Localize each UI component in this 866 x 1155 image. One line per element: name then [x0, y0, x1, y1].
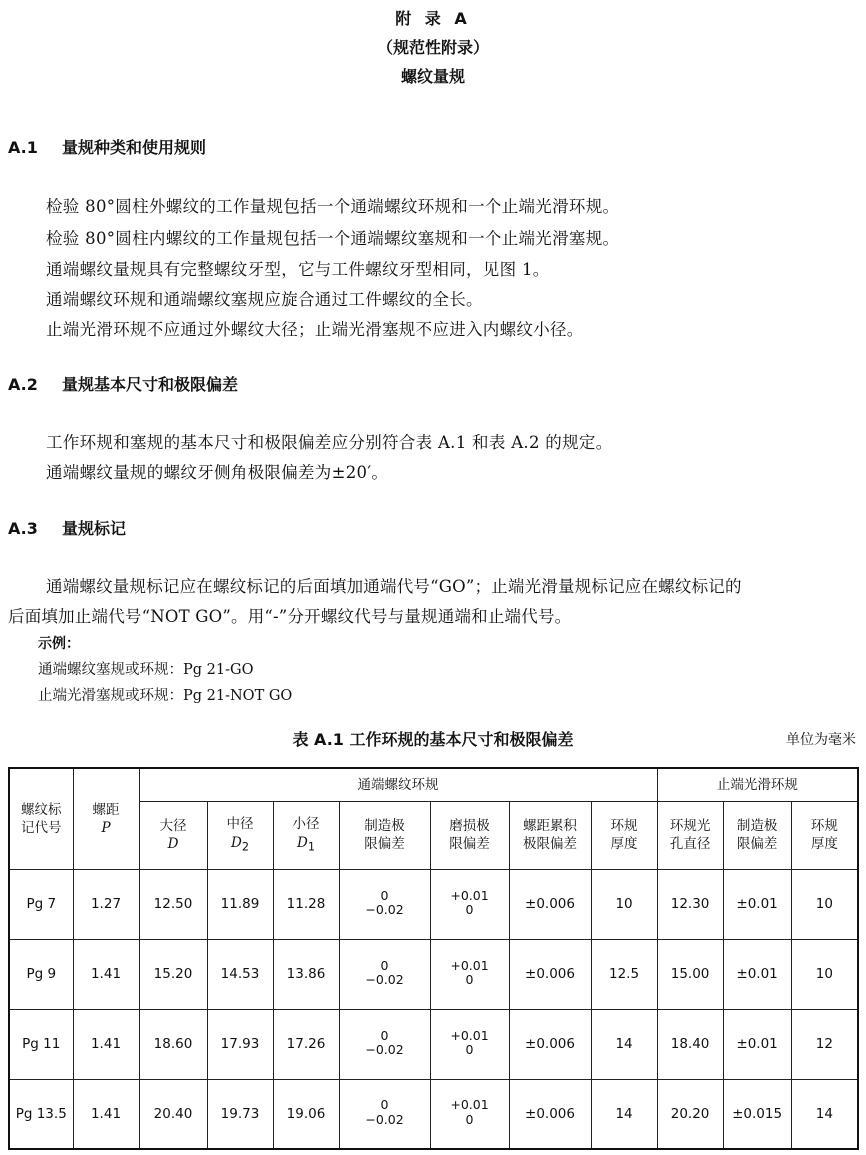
- header-pitch: 螺距 P: [73, 768, 139, 869]
- cell-pitch: 1.41: [73, 939, 139, 1009]
- header-go-ring-gauge: 通端螺纹环规: [139, 768, 657, 801]
- cell-cum: ±0.006: [509, 939, 591, 1009]
- table-caption: 表 A.1 工作环规的基本尺寸和极限偏差: [292, 730, 574, 749]
- header-cumulative-pitch-deviation: 螺距累积 极限偏差: [509, 801, 591, 869]
- cell-thick2: 14: [791, 1079, 858, 1149]
- header-minor-diameter: 小径 $D_1$: [273, 801, 339, 869]
- cell-mfg-deviation: 0 −0.02: [339, 869, 430, 939]
- table-row: [9, 1079, 858, 1149]
- paragraph: 工作环规和塞规的基本尺寸和极限偏差应分别符合表 A.1 和表 A.2 的规定。: [46, 433, 613, 452]
- cell-code: Pg 13.5: [9, 1079, 73, 1149]
- cell-code: Pg 11: [9, 1009, 73, 1079]
- header-nogo-ring-gauge: 止端光滑环规: [657, 768, 858, 801]
- cell-thick: 10: [591, 869, 657, 939]
- cell-mfg2: ±0.01: [723, 939, 791, 1009]
- cell-thick: 12.5: [591, 939, 657, 1009]
- cell-d2: 17.93: [207, 1009, 273, 1079]
- cell-d: 18.60: [139, 1009, 207, 1079]
- header-hole-diameter: 环规光 孔直径: [657, 801, 723, 869]
- header-thread-code: 螺纹标 记代号: [9, 768, 73, 869]
- header-wear-deviation: 磨损极 限偏差: [430, 801, 509, 869]
- cell-mfg2: ±0.01: [723, 869, 791, 939]
- cell-thick2: 10: [791, 939, 858, 1009]
- example-line: 止端光滑塞规或环规：Pg 21-NOT GO: [38, 688, 293, 704]
- paragraph: 通端螺纹环规和通端螺纹塞规应旋合通过工件螺纹的全长。: [46, 290, 483, 309]
- appendix-subtitle: （规范性附录）: [376, 38, 489, 57]
- example-line: 通端螺纹塞规或环规：Pg 21-GO: [38, 662, 254, 678]
- cell-d2: 14.53: [207, 939, 273, 1009]
- cell-d2: 11.89: [207, 869, 273, 939]
- paragraph: 通端螺纹量规的螺纹牙侧角极限偏差为±20′。: [46, 463, 389, 482]
- section-number: A.2: [8, 375, 38, 394]
- cell-wear-deviation: +0.01 0: [430, 869, 509, 939]
- section-number: A.1: [8, 138, 38, 157]
- cell-d1: 19.06: [273, 1079, 339, 1149]
- cell-cum: ±0.006: [509, 869, 591, 939]
- cell-pitch: 1.41: [73, 1009, 139, 1079]
- cell-thick2: 10: [791, 869, 858, 939]
- cell-mfg-deviation: 0 −0.02: [339, 1079, 430, 1149]
- cell-hole: 12.30: [657, 869, 723, 939]
- cell-d1: 11.28: [273, 869, 339, 939]
- section-title: 量规标记: [62, 519, 127, 538]
- cell-hole: 18.40: [657, 1009, 723, 1079]
- header-pitch-diameter: 中径 $D_2$: [207, 801, 273, 869]
- cell-wear-deviation: +0.01 0: [430, 1009, 509, 1079]
- table-unit: 单位为毫米: [786, 732, 856, 748]
- paragraph-continued: 后面填加止端代号“NOT GO”。用“-”分开螺纹代号与量规通端和止端代号。: [8, 607, 572, 626]
- cell-thick2: 12: [791, 1009, 858, 1079]
- table-row: [9, 1009, 858, 1079]
- cell-thick: 14: [591, 1009, 657, 1079]
- cell-wear-deviation: +0.01 0: [430, 939, 509, 1009]
- section-a1-heading: [8, 135, 206, 158]
- table-row: [9, 939, 858, 1009]
- cell-cum: ±0.006: [509, 1009, 591, 1079]
- section-a2-heading: [8, 372, 238, 395]
- section-title: 量规基本尺寸和极限偏差: [62, 375, 239, 394]
- header-mfg-deviation: 制造极 限偏差: [339, 801, 430, 869]
- example-label: 示例：: [38, 636, 80, 652]
- table-row: [9, 869, 858, 939]
- paragraph: 通端螺纹量规标记应在螺纹标记的后面填加通端代号“GO”；止端光滑量规标记应在螺纹标记的: [46, 577, 742, 596]
- section-number: A.3: [8, 519, 38, 538]
- header-mfg-deviation-nogo: 制造极 限偏差: [723, 801, 791, 869]
- cell-d: 12.50: [139, 869, 207, 939]
- cell-thick: 14: [591, 1079, 657, 1149]
- cell-mfg-deviation: 0 −0.02: [339, 939, 430, 1009]
- header-ring-thickness: 环规 厚度: [591, 801, 657, 869]
- cell-wear-deviation: +0.01 0: [430, 1079, 509, 1149]
- header-major-diameter: 大径 D: [139, 801, 207, 869]
- cell-d: 20.40: [139, 1079, 207, 1149]
- cell-hole: 15.00: [657, 939, 723, 1009]
- paragraph: 通端螺纹量规具有完整螺纹牙型，它与工件螺纹牙型相同，见图 1。: [46, 260, 550, 279]
- section-a3-heading: [8, 516, 126, 539]
- gauge-table: [8, 767, 859, 1150]
- paragraph: 检验 80°圆柱内螺纹的工作量规包括一个通端螺纹塞规和一个止端光滑塞规。: [46, 229, 620, 248]
- cell-pitch: 1.41: [73, 1079, 139, 1149]
- cell-d: 15.20: [139, 939, 207, 1009]
- appendix-name: 螺纹量规: [400, 67, 465, 86]
- cell-mfg2: ±0.015: [723, 1079, 791, 1149]
- cell-code: Pg 9: [9, 939, 73, 1009]
- header-ring-thickness-nogo: 环规 厚度: [791, 801, 858, 869]
- section-title: 量规种类和使用规则: [62, 138, 207, 157]
- cell-pitch: 1.27: [73, 869, 139, 939]
- cell-d1: 17.26: [273, 1009, 339, 1079]
- paragraph: 检验 80°圆柱外螺纹的工作量规包括一个通端螺纹环规和一个止端光滑环规。: [46, 197, 620, 216]
- cell-code: Pg 7: [9, 869, 73, 939]
- paragraph: 止端光滑环规不应通过外螺纹大径；止端光滑塞规不应进入内螺纹小径。: [46, 320, 584, 339]
- cell-d2: 19.73: [207, 1079, 273, 1149]
- cell-mfg-deviation: 0 −0.02: [339, 1009, 430, 1079]
- appendix-title: 附 录 A: [395, 9, 471, 28]
- cell-cum: ±0.006: [509, 1079, 591, 1149]
- cell-mfg2: ±0.01: [723, 1009, 791, 1079]
- cell-hole: 20.20: [657, 1079, 723, 1149]
- cell-d1: 13.86: [273, 939, 339, 1009]
